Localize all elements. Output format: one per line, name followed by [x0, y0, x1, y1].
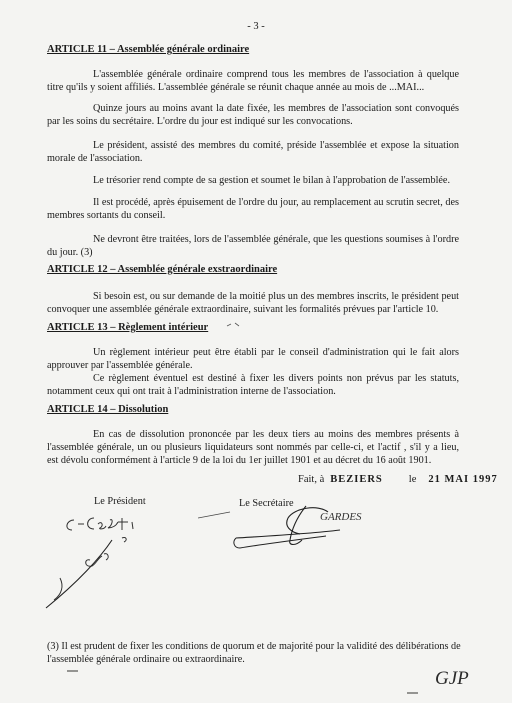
fait-label: Fait, à — [298, 474, 325, 485]
article-12-paragraph-1: Si besoin est, ou sur demande de la moitié plus un des membres inscrits, le président peut convoquer une assemblée générale extraordinaire, suivant les formalités prévues par l'article 10. — [47, 291, 459, 316]
article-11-title: ARTICLE 11 – Assemblée générale ordinaire — [47, 44, 250, 55]
stray-mark — [225, 320, 243, 330]
article-12-title: ARTICLE 12 – Assemblée générale exstraordinaire — [47, 264, 278, 275]
president-signature — [38, 508, 168, 618]
article-11-paragraph-4: Le trésorier rend compte de sa gestion et soumet le bilan à l'approbation de l'assemblée. — [93, 175, 451, 186]
article-11-paragraph-2: Quinze jours au moins avant la date fixée, les membres de l'association sont convoqués par les soins du secrétaire. L'ordre du jour est indiqué sur les convocations. — [47, 103, 459, 128]
le-label: le — [408, 474, 417, 485]
page-number: - 3 - — [247, 21, 265, 32]
article-13-paragraph-1: Un règlement intérieur peut être établi par le conseil d'administration qui le fait alors approuver par l'assemblée générale. — [47, 347, 459, 372]
article-11-paragraph-1: L'assemblée générale ordinaire comprend tous les membres de l'association à quelque titre qu'ils y soient affiliés. L'assemblée générale se réunit chaque année au mois de ...MAI... — [47, 69, 459, 94]
stray-dash — [66, 668, 80, 674]
article-13-title: ARTICLE 13 – Règlement intérieur — [47, 322, 209, 333]
closing-date: 21 MAI 1997 — [428, 474, 498, 485]
article-14-title: ARTICLE 14 – Dissolution — [47, 404, 169, 415]
footnote: (3) Il est prudent de fixer les conditions de quorum et de majorité pour la validité des délibérations de l'assemblée générale ordinaire ou extraordinaire. — [47, 641, 461, 665]
secretaire-handwriting: GARDES — [320, 511, 362, 523]
initials-text: GJP — [435, 668, 469, 689]
article-11-paragraph-3: Le président, assisté des membres du comité, préside l'assemblée et expose la situation morale de l'association. — [47, 140, 459, 165]
president-label: Le Président — [94, 496, 146, 507]
secretaire-label: Le Secrétaire — [239, 498, 294, 509]
handwritten-initials — [431, 660, 491, 694]
article-11-paragraph-6: Ne devront être traitées, lors de l'assemblée générale, que les questions soumises à l'ordre du jour. (3) — [47, 234, 459, 259]
secretaire-signature — [198, 500, 378, 560]
closing-line — [298, 474, 498, 485]
article-13-paragraph-2: Ce règlement éventuel est destiné à fixer les divers points non prévus par les statuts, notamment ceux qui ont trait à l'administration interne de l'association. — [47, 373, 459, 398]
article-11-paragraph-5: Il est procédé, après épuisement de l'ordre du jour, au remplacement au scrutin secret, des membres sortants du conseil. — [47, 197, 459, 222]
article-14-paragraph-1: En cas de dissolution prononcée par les deux tiers au moins des membres présents à l'assemblée générale, un ou plusieurs liquidateurs sont nommés par celle-ci, et l'actif , s'il y a lieu, est dévolu conformément à l'article 9 de la loi du 1er juillet 1901 et au décret du 16 août 1901. — [47, 429, 459, 467]
closing-city: BEZIERS — [330, 474, 383, 485]
stray-dash-right — [406, 690, 420, 696]
